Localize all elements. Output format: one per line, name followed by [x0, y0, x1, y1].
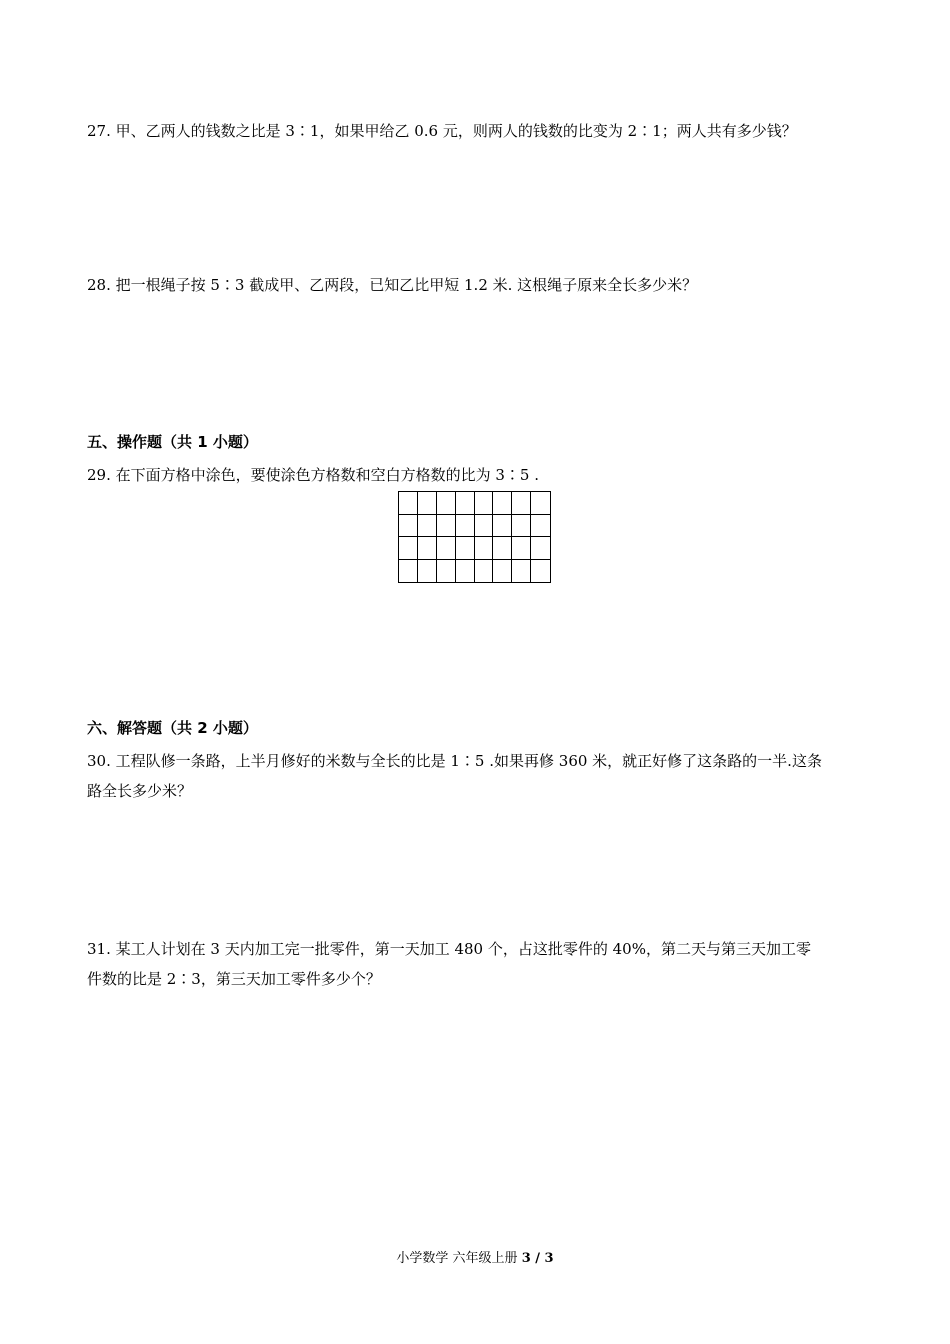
- footer-text: 小学数学 六年级上册: [396, 1251, 518, 1266]
- grid-cell[interactable]: [475, 537, 494, 560]
- grid-cell[interactable]: [493, 560, 512, 583]
- grid-cell[interactable]: [399, 492, 418, 515]
- grid-cell[interactable]: [475, 515, 494, 538]
- section-heading-solutions: 六、解答题（共 2 小题）: [87, 719, 258, 737]
- page-number: 3 / 3: [521, 1251, 554, 1266]
- grid-cell[interactable]: [418, 537, 437, 560]
- grid-cell[interactable]: [456, 560, 475, 583]
- grid-cell[interactable]: [493, 537, 512, 560]
- grid-cell[interactable]: [399, 515, 418, 538]
- grid-cell[interactable]: [475, 560, 494, 583]
- grid-cell[interactable]: [531, 560, 550, 583]
- grid-cell[interactable]: [493, 492, 512, 515]
- grid-cell[interactable]: [456, 492, 475, 515]
- grid-cell[interactable]: [437, 537, 456, 560]
- question-31-line-2: 件数的比是 2∶3，第三天加工零件多少个？: [87, 970, 381, 988]
- grid-cell[interactable]: [456, 515, 475, 538]
- grid-cell[interactable]: [475, 492, 494, 515]
- question-30-line-2: 路全长多少米？: [87, 782, 193, 800]
- grid-cell[interactable]: [418, 515, 437, 538]
- grid-cell[interactable]: [456, 537, 475, 560]
- grid-cell[interactable]: [512, 515, 531, 538]
- grid-cell[interactable]: [437, 560, 456, 583]
- grid-cell[interactable]: [512, 492, 531, 515]
- grid-cell[interactable]: [418, 560, 437, 583]
- grid-cell[interactable]: [531, 492, 550, 515]
- coloring-grid[interactable]: [398, 491, 551, 583]
- grid-cell[interactable]: [512, 560, 531, 583]
- grid-cell[interactable]: [531, 537, 550, 560]
- grid-cell[interactable]: [493, 515, 512, 538]
- grid-cell[interactable]: [531, 515, 550, 538]
- question-27: 27. 甲、乙两人的钱数之比是 3∶1，如果甲给乙 0.6 元，则两人的钱数的比变为 2∶1；两人共有多少钱？: [87, 122, 797, 140]
- grid-cell[interactable]: [418, 492, 437, 515]
- page-footer: [0, 1247, 950, 1266]
- grid-cell[interactable]: [437, 515, 456, 538]
- section-heading-operations: 五、操作题（共 1 小题）: [87, 433, 258, 451]
- grid-cell[interactable]: [399, 537, 418, 560]
- question-28: 28. 把一根绳子按 5∶3 截成甲、乙两段，已知乙比甲短 1.2 米. 这根绳子原来全长多少米？: [87, 276, 698, 294]
- grid-cell[interactable]: [512, 537, 531, 560]
- question-31-line-1: 31. 某工人计划在 3 天内加工完一批零件，第一天加工 480 个，占这批零件的 40%，第二天与第三天加工零: [87, 940, 811, 958]
- question-30-line-1: 30. 工程队修一条路，上半月修好的米数与全长的比是 1∶5 .如果再修 360 米，就正好修了这条路的一半.这条: [87, 752, 822, 770]
- grid-cell[interactable]: [399, 560, 418, 583]
- question-29: 29. 在下面方格中涂色，要使涂色方格数和空白方格数的比为 3∶5 .: [87, 466, 540, 484]
- grid-cell[interactable]: [437, 492, 456, 515]
